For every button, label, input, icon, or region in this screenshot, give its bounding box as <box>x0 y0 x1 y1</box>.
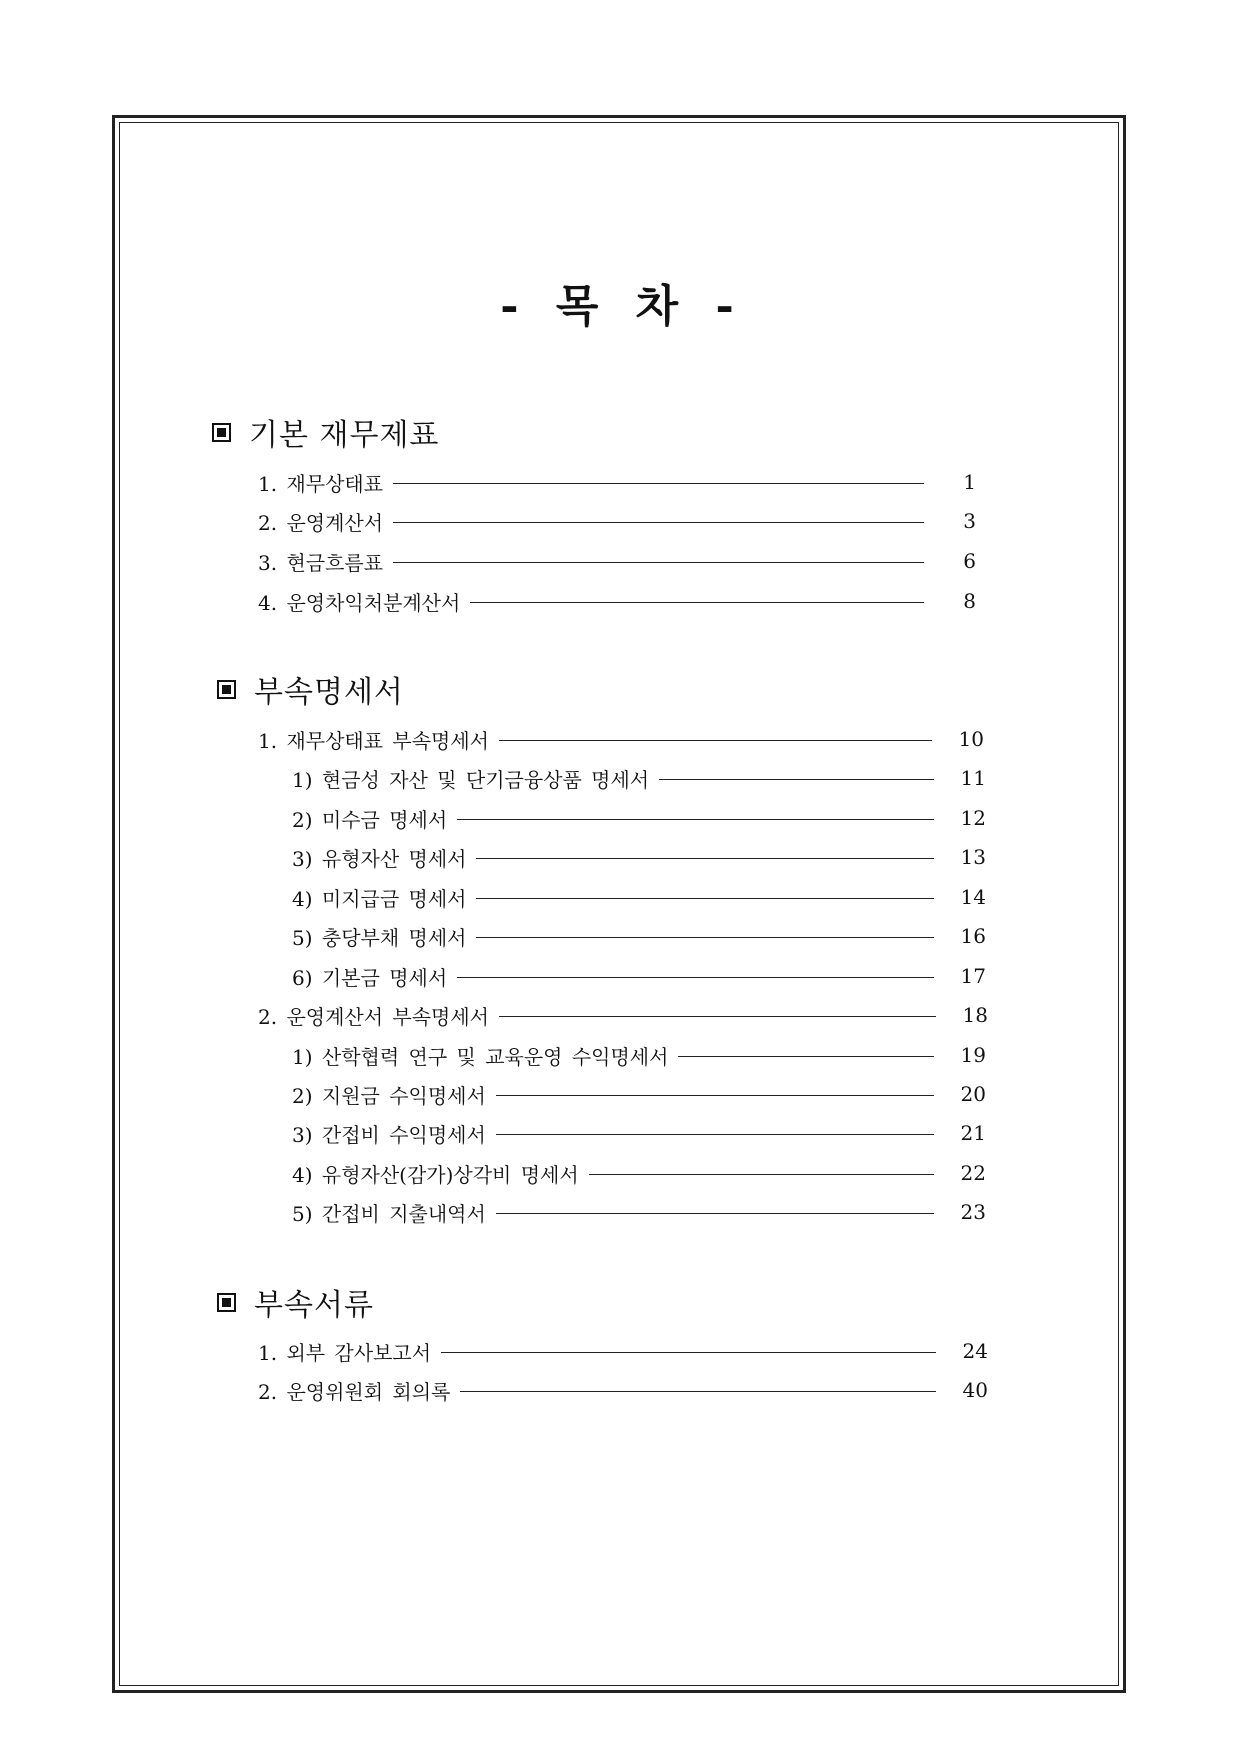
toc-entry[interactable] <box>258 724 984 754</box>
toc-leader-line <box>470 602 924 603</box>
toc-entry-page: 40 <box>962 1378 988 1402</box>
section-heading-supplementary-documents <box>217 1280 374 1324</box>
toc-leader-line <box>393 562 924 563</box>
toc-entry-label: 1) 산학협력 연구 및 교육운영 수익명세서 <box>292 1044 669 1069</box>
toc-entry[interactable] <box>258 1375 988 1405</box>
section-heading-supplementary-statements <box>217 667 404 711</box>
toc-entry-label: 5) 간접비 지출내역서 <box>292 1201 486 1226</box>
toc-entry[interactable] <box>292 1197 986 1227</box>
toc-entry[interactable] <box>292 842 986 872</box>
toc-entry-page: 6 <box>963 549 976 573</box>
toc-leader-line <box>457 819 934 820</box>
toc-entry-page: 17 <box>960 964 986 988</box>
toc-entry[interactable] <box>292 803 986 833</box>
toc-entry-page: 18 <box>962 1003 988 1027</box>
toc-entry-label: 5) 충당부채 명세서 <box>292 925 467 950</box>
toc-entry-page: 14 <box>960 885 986 909</box>
toc-entry[interactable] <box>292 1040 986 1070</box>
toc-leader-line <box>496 1213 934 1214</box>
toc-entry-label: 4) 미지급금 명세서 <box>292 886 467 911</box>
square-bullet-icon <box>212 423 231 442</box>
toc-entry-page: 11 <box>960 766 986 790</box>
toc-entry-label: 1) 현금성 자산 및 단기금융상품 명세서 <box>292 767 650 792</box>
toc-entry[interactable] <box>258 1336 988 1366</box>
toc-entry-page: 16 <box>960 924 986 948</box>
toc-entry-label: 2. 운영위원회 회의록 <box>258 1379 451 1404</box>
toc-entry-page: 8 <box>963 589 976 613</box>
toc-leader-line <box>393 522 924 523</box>
toc-entry-label: 3) 유형자산 명세서 <box>292 846 467 871</box>
toc-leader-line <box>441 1352 936 1353</box>
toc-entry-label: 2. 운영계산서 <box>258 510 384 535</box>
toc-entry-label: 4) 유형자산(감가)상각비 명세서 <box>292 1162 579 1187</box>
toc-entry[interactable] <box>258 546 976 576</box>
square-bullet-icon <box>217 680 236 699</box>
section-heading-label: 기본 재무제표 <box>249 418 440 453</box>
toc-leader-line <box>496 1095 934 1096</box>
toc-leader-line <box>678 1056 934 1057</box>
toc-entry-page: 19 <box>960 1043 986 1067</box>
toc-leader-line <box>499 1016 936 1017</box>
square-bullet-icon <box>217 1293 236 1312</box>
toc-entry-page: 12 <box>960 806 986 830</box>
toc-entry[interactable] <box>292 961 986 991</box>
toc-leader-line <box>499 740 932 741</box>
toc-entry-page: 24 <box>962 1339 988 1363</box>
toc-entry[interactable] <box>258 1000 988 1030</box>
toc-entry-label: 2) 미수금 명세서 <box>292 807 448 832</box>
toc-entry-label: 2) 지원금 수익명세서 <box>292 1083 486 1108</box>
toc-entry[interactable] <box>292 1118 986 1148</box>
section-heading-label: 부속서류 <box>254 1288 374 1323</box>
toc-entry-label: 3. 현금흐름표 <box>258 550 384 575</box>
toc-leader-line <box>476 898 934 899</box>
toc-entry-label: 1. 재무상태표 부속명세서 <box>258 728 489 753</box>
toc-entry-page: 10 <box>958 727 984 751</box>
toc-entry-page: 1 <box>963 470 976 494</box>
section-heading-basic-financial-statements <box>212 410 439 454</box>
toc-entry[interactable] <box>258 586 976 616</box>
toc-entry-page: 3 <box>963 509 976 533</box>
toc-entry-label: 2. 운영계산서 부속명세서 <box>258 1004 489 1029</box>
toc-entry[interactable] <box>292 1079 986 1109</box>
toc-entry-page: 20 <box>960 1082 986 1106</box>
toc-entry-label: 3) 간접비 수익명세서 <box>292 1122 486 1147</box>
toc-entry[interactable] <box>292 921 986 951</box>
toc-entry-label: 4. 운영차익처분계산서 <box>258 590 461 615</box>
toc-leader-line <box>476 858 934 859</box>
toc-entry-page: 21 <box>960 1121 986 1145</box>
toc-leader-line <box>457 977 934 978</box>
toc-entry[interactable] <box>292 1158 986 1188</box>
toc-leader-line <box>460 1391 936 1392</box>
toc-leader-line <box>476 937 934 938</box>
toc-leader-line <box>659 779 934 780</box>
page-title: - 목 차 - <box>500 281 740 332</box>
section-heading-label: 부속명세서 <box>254 675 404 710</box>
toc-entry[interactable] <box>258 506 976 536</box>
toc-entry-label: 1. 재무상태표 <box>258 471 384 496</box>
toc-entry[interactable] <box>292 763 986 793</box>
toc-entry[interactable] <box>258 467 976 497</box>
toc-entry[interactable] <box>292 882 986 912</box>
toc-leader-line <box>496 1134 934 1135</box>
toc-leader-line <box>589 1174 934 1175</box>
toc-entry-page: 13 <box>960 845 986 869</box>
toc-entry-label: 6) 기본금 명세서 <box>292 965 448 990</box>
toc-entry-page: 23 <box>960 1200 986 1224</box>
toc-entry-page: 22 <box>960 1161 986 1185</box>
toc-leader-line <box>393 483 924 484</box>
toc-entry-label: 1. 외부 감사보고서 <box>258 1340 432 1365</box>
